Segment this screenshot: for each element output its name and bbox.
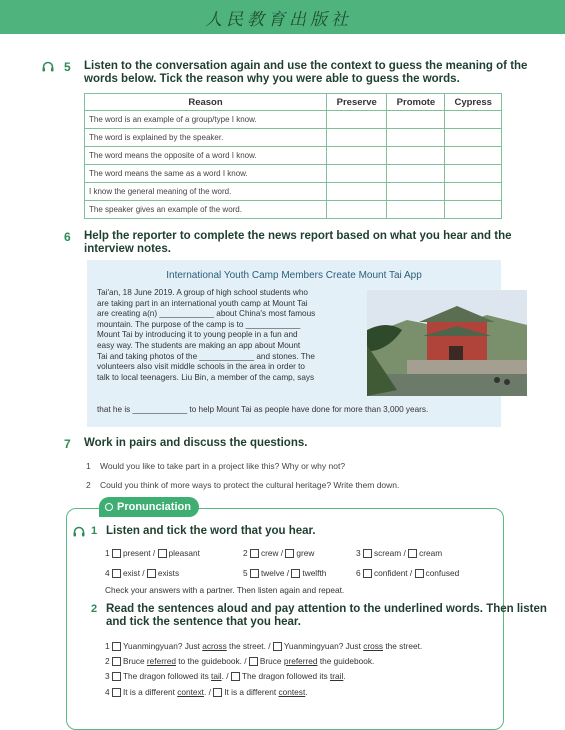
underlined-word: cross [363,641,384,651]
reason-cell: The speaker gives an example of the word. [85,201,327,219]
news-line: talk to local teenagers. Liu Bin, a member of the camp, says [97,372,315,382]
word-pair: 5 twelve / twelfth [243,568,327,578]
pair-number: 1 [105,548,110,558]
reason-cell: I know the general meaning of the word. [85,183,327,201]
sentence-text: the street. [226,641,266,651]
q7-item-text: Would you like to take part in a project like this? Why or why not? [100,461,346,471]
tick-cell[interactable] [387,129,445,147]
question-7-number: 7 [64,437,71,451]
q7-item-text: Could you think of more ways to protect the cultural heritage? Write them down. [100,480,400,490]
sentence-text: . [343,671,346,681]
word-option: crew [260,548,279,558]
checkbox[interactable] [158,549,167,558]
pair-number: 3 [356,548,361,558]
tick-cell[interactable] [327,183,387,201]
header-cypress: Cypress [445,94,502,111]
reason-cell: The word means the same as a word I know. [85,165,327,183]
word-pair: 3 scream / cream [356,548,443,558]
pair-number: 4 [105,568,110,578]
pronunciation-tab [99,497,199,517]
word-option: cream [419,548,443,558]
pron-1-text: Listen and tick the word that you hear. [106,525,316,537]
pair-number: 5 [243,568,248,578]
news-line: are taking part in an international youth camp at Mount Tai [97,298,308,308]
sentence-text: The dragon followed its [241,671,330,681]
table-row [85,147,502,165]
checkbox[interactable] [231,672,240,681]
checkbox[interactable] [112,672,121,681]
word-option: pleasant [168,548,200,558]
sentence-text: to the guidebook. [175,656,242,666]
tick-cell[interactable] [445,111,502,129]
sentence-text: the street. [383,641,423,651]
word-option: twelve [260,568,285,578]
underlined-word: tail [211,671,222,681]
headphone-icon [73,526,85,537]
question-7-text: Work in pairs and discuss the questions. [84,437,308,449]
question-5-text-line1: Listen to the conversation again and use the context to guess the meaning of the [84,60,528,72]
word-pair: 1 present / pleasant [105,548,200,558]
word-option: confused [425,568,460,578]
news-line: Tai'an, 18 June 2019. A group of high school students who [97,288,308,297]
pron-2-text-line2: and tick the sentence that you hear. [106,616,301,628]
header-preserve: Preserve [327,94,387,111]
tick-cell[interactable] [327,201,387,219]
table-row [85,183,502,201]
sentence-pair: 2 Bruce referred to the guidebook. / Bruce preferred the guidebook. [105,656,375,666]
tick-cell[interactable] [387,201,445,219]
question-5-text-line2: words below. Tick the reason why you were able to guess the words. [84,73,460,85]
news-line: Tai and taking photos of the ____________ and stones. The [97,351,315,361]
underlined-word: context [177,687,204,697]
sentence-text: Bruce [122,656,147,666]
circle-icon [105,503,113,511]
checkbox[interactable] [363,569,372,578]
table-row [85,111,502,129]
pair-number: 2 [105,656,110,666]
word-pair: 4 exist / exists [105,568,180,578]
sentence-text: the guidebook. [317,656,375,666]
tick-cell[interactable] [387,165,445,183]
tick-cell[interactable] [445,129,502,147]
tick-cell[interactable] [445,183,502,201]
news-body [97,288,369,383]
table-row [85,129,502,147]
checkbox[interactable] [112,642,121,651]
news-line: are creating a(n) ____________ about China's most famous [97,309,316,319]
word-option: exist [122,568,140,578]
q7-item-number: 2 [86,480,91,490]
tick-cell[interactable] [327,111,387,129]
header-bar [0,0,565,34]
word-option: grew [296,548,315,558]
pron-1-number: 1 [91,525,98,537]
checkbox[interactable] [250,569,259,578]
tick-cell[interactable] [445,165,502,183]
checkbox[interactable] [285,549,294,558]
checkbox[interactable] [147,569,156,578]
sentence-text: . [305,687,308,697]
pron-2-number: 2 [91,603,98,615]
sentence-pair: 1 Yuanmingyuan? Just across the street. / Yuanmingyuan? Just cross the street. [105,641,423,651]
checkbox[interactable] [112,688,121,697]
tick-cell[interactable] [327,165,387,183]
checkbox[interactable] [249,657,258,666]
pair-number: 2 [243,548,248,558]
sentence-text: The dragon followed its [122,671,212,681]
news-last-line: that he is ____________ to help Mount Tai as people have done for more than 3,000 years. [97,405,429,414]
mount-tai-temple-photo [367,290,527,396]
tick-cell[interactable] [445,201,502,219]
checkbox[interactable] [408,549,417,558]
news-line: Mount Tai by introducing it to young people in a fun and [97,330,298,340]
tick-cell[interactable] [387,183,445,201]
tick-cell[interactable] [445,147,502,165]
sentence-text: . [221,671,224,681]
table-row [85,165,502,183]
checkbox[interactable] [273,642,282,651]
underlined-word: trail [329,671,344,681]
news-line: easy way. The students are making an app about Mount [97,340,301,350]
checkbox[interactable] [363,549,372,558]
question-6-number: 6 [64,230,71,244]
reason-cell: The word means the opposite of a word I know. [85,147,327,165]
word-option: confident [373,568,408,578]
word-option: present [122,548,151,558]
tick-cell[interactable] [387,147,445,165]
pair-number: 6 [356,568,361,578]
tick-cell[interactable] [327,147,387,165]
checkbox[interactable] [112,657,121,666]
sentence-text: It is a different [224,687,279,697]
question-6-text-line1: Help the reporter to complete the news report based on what you hear and the [84,230,512,242]
question-5-number: 5 [64,60,71,74]
sentence-text: Yuanmingyuan? Just [122,641,203,651]
pron-1-note: Check your answers with a partner. Then listen again and repeat. [105,585,345,595]
pronunciation-tab-label: Pronunciation [117,501,191,513]
header-reason: Reason [85,94,327,111]
checkbox[interactable] [213,688,222,697]
table-row [85,201,502,219]
word-option: exists [157,568,180,578]
tick-cell[interactable] [327,129,387,147]
checkbox[interactable] [112,549,121,558]
news-line: volunteers also visit middle schools in the area in order to [97,362,305,372]
sentence-text: It is a different [122,687,178,697]
news-line: mountain. The purpose of the camp is to ____________ [97,319,301,329]
headphone-icon [42,61,54,72]
underlined-word: preferred [283,656,318,666]
sentence-pair: 4 It is a different context. / It is a different contest. [105,687,308,697]
header-promote: Promote [387,94,445,111]
reason-cell: The word is an example of a group/type I know. [85,111,327,129]
pair-number: 3 [105,671,110,681]
pair-number: 4 [105,687,110,697]
sentence-text: Bruce [259,656,284,666]
checkbox[interactable] [415,569,424,578]
checkbox[interactable] [112,569,121,578]
checkbox[interactable] [250,549,259,558]
underlined-word: across [202,641,227,651]
underlined-word: referred [146,656,176,666]
table-header-row [85,94,502,111]
word-option: twelfth [302,568,327,578]
q7-item-number: 1 [86,461,91,471]
tick-cell[interactable] [387,111,445,129]
word-pair: 2 crew / grew [243,548,315,558]
word-option: scream [373,548,402,558]
reason-cell: The word is explained by the speaker. [85,129,327,147]
sentence-pair: 3 The dragon followed its tail. / The dragon followed its trail. [105,671,346,681]
reason-table [84,93,502,219]
publisher-brand: 人民教育出版社 [205,10,352,30]
sentence-text: . [203,687,207,697]
pron-2-text-line1: Read the sentences aloud and pay attention to the underlined words. Then listen [106,603,547,615]
word-pair: 6 confident / confused [356,568,460,578]
sentence-text: Yuanmingyuan? Just [283,641,364,651]
underlined-word: contest [278,687,306,697]
checkbox[interactable] [291,569,300,578]
pair-number: 1 [105,641,110,651]
question-6-text-line2: interview notes. [84,243,171,255]
news-title: International Youth Camp Members Create Mount Tai App [166,270,422,281]
